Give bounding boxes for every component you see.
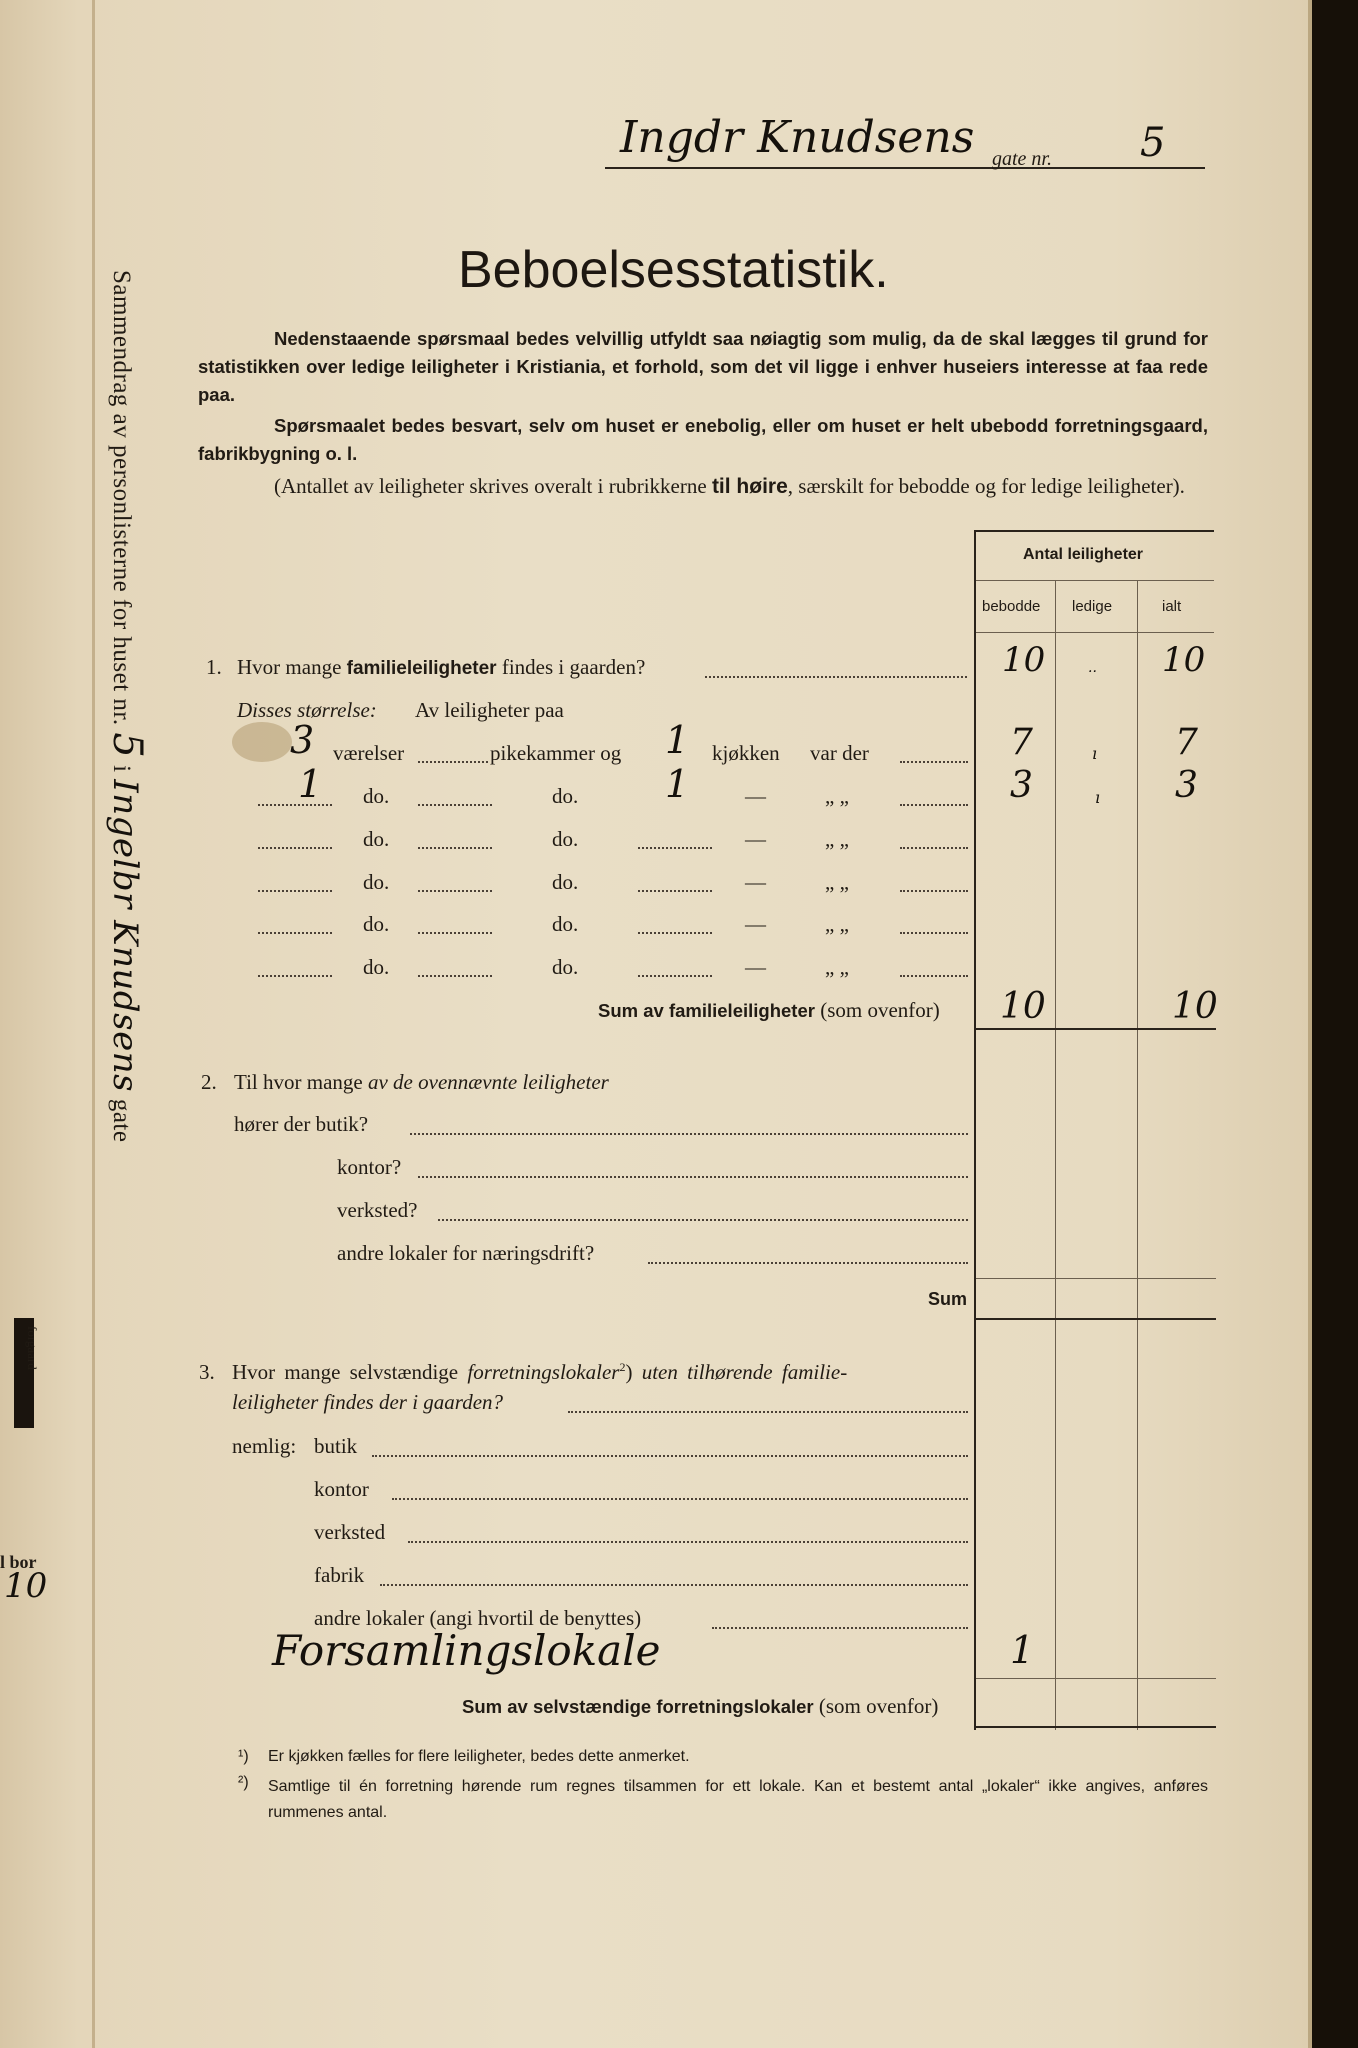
q3-nemlig: nemlig:: [232, 1434, 297, 1458]
q1-row-w1: do.: [363, 870, 390, 894]
q1-label-a: Hvor mange: [237, 655, 347, 679]
q3-item-2-leader: [408, 1541, 968, 1543]
footnote-1-mark: ¹): [238, 1748, 249, 1765]
q3-line2: leiligheter findes der i gaarden?: [232, 1390, 504, 1414]
q1-row-kitchen: 1: [665, 762, 690, 806]
q1-row-bebodde: 7: [1010, 722, 1033, 763]
q2-item-0-leader: [410, 1133, 968, 1135]
q2-label: [234, 1070, 609, 1095]
sidebar-summary: [90, 270, 150, 1270]
q2-item-3-leader: [648, 1262, 968, 1264]
q1-row-w4: „ „: [825, 784, 849, 808]
q2-item-2: verksted?: [337, 1198, 418, 1222]
q1-row-w2: do.: [552, 870, 579, 894]
sidebar-bor-value: 10: [4, 1566, 48, 1606]
q3-sum-a: Sum av selvstændige forretningslokaler: [462, 1696, 814, 1717]
sidebar-bor-label: l bor: [0, 1552, 37, 1572]
q1-row-w1: do.: [363, 827, 390, 851]
street-name-handwritten: Ingdr Knudsens: [620, 112, 975, 163]
q3-sum-top-rule: [976, 1678, 1216, 1679]
q1-ialt: 10: [1162, 640, 1206, 680]
q1-row-blank-2: [638, 975, 712, 977]
intro-p3-a: (Antallet av leiligheter skrives overalt i rubrikkerne: [274, 474, 712, 498]
q3-item-1-leader: [392, 1498, 968, 1500]
gate-label: gate nr.: [992, 148, 1052, 170]
q1-row-w1: do.: [363, 955, 390, 979]
q1-row-w2: do.: [552, 784, 579, 808]
q1-row-w4: „ „: [825, 955, 849, 979]
q1-row-w2: do.: [552, 955, 579, 979]
sidebar-text-a: Sammendrag av personlisterne for huset nr.: [108, 270, 135, 726]
q1-row-blank-2: [638, 847, 712, 849]
sidebar-text-b: i: [108, 765, 135, 773]
page-edge: [1308, 0, 1312, 2048]
q3-handwritten-item: Forsamlingslokale: [272, 1626, 661, 1675]
q1-row-w2: do.: [552, 827, 579, 851]
q1-leader: [705, 676, 967, 678]
q1-row-blank-1: [418, 804, 492, 806]
q1-sum-b: (som ovenfor): [814, 998, 940, 1022]
q2-label-a: Til hvor mange: [234, 1070, 368, 1094]
intro-p3-b: til høire: [711, 475, 788, 498]
q1-row-blank-1: [418, 975, 492, 977]
intro-paragraph-3: [198, 472, 1208, 501]
q1-row-blank-0: [258, 804, 332, 806]
q1-row-blank-2: [638, 890, 712, 892]
q1-row-blank-1: [418, 890, 492, 892]
q1-row-blank-1: [418, 932, 492, 934]
q1-row-w1: do.: [363, 784, 390, 808]
q3-item-0: butik: [314, 1434, 358, 1458]
q1-row-leader: [900, 847, 968, 849]
q1-row-blank-0: [258, 890, 332, 892]
table-col-rule-2: [1137, 580, 1138, 1730]
q1-row-ialt: 3: [1175, 765, 1198, 806]
q1-sum-ialt: 10: [1172, 986, 1218, 1027]
q1-row-ialt: 7: [1175, 722, 1198, 763]
q1-label: [237, 655, 645, 680]
q3-line2-leader: [568, 1411, 968, 1413]
q2-item-0: hører der butik?: [234, 1112, 369, 1136]
col-ialt: ialt: [1162, 598, 1182, 615]
q1-row-w4: „ „: [825, 870, 849, 894]
sidebar-text-c: gate: [108, 1098, 135, 1143]
q3-sum-label: [462, 1694, 938, 1719]
q3-label: Hvor mange selvstændige forretningslokaler$^2$) uten tilhørende familie-: [232, 1360, 848, 1384]
q3-item-3: fabrik: [314, 1563, 365, 1587]
q1-row-ledige: ı: [1092, 744, 1098, 763]
q1-row-w4: var der: [810, 741, 869, 765]
sidebar-forgaard: forgaard: [25, 1326, 40, 1370]
q3-item-4: andre lokaler (angi hvortil de benyttes): [314, 1606, 642, 1630]
intro-paragraph-1: Nedenstaaende spørsmaal bedes velvillig utfyldt saa nøiagtig som mulig, da de skal lægges til grund for statistikken over ledige leiligheter i Kristiania, et forhold, som det vil ligge i enhver huseiers interesse at faa rede paa.: [198, 328, 1208, 405]
q1-sum-rule: [976, 1028, 1216, 1030]
q3-label-b: forretningslokaler: [467, 1360, 620, 1384]
q1-sizes-label2: Av leiligheter paa: [415, 698, 564, 722]
q2-item-2-leader: [438, 1219, 968, 1221]
stain: [232, 722, 292, 762]
q1-row-ledige: ı: [1095, 788, 1101, 807]
q1-row-leader: [900, 890, 968, 892]
q1-row-leader: [900, 932, 968, 934]
q1-row-rooms: 3: [290, 718, 315, 762]
q3-item-3-leader: [380, 1584, 968, 1586]
gate-number-handwritten: 5: [1140, 120, 1166, 166]
table-title: Antal leiligheter: [1023, 546, 1144, 563]
q1-row-w3: —: [745, 784, 766, 808]
q3-label-a: Hvor mange selvstændige: [232, 1360, 468, 1384]
q2-number: 2.: [201, 1070, 217, 1094]
q1-row-blank-1: [418, 847, 492, 849]
q1-row-blank-0: [258, 847, 332, 849]
q3-number: 3.: [199, 1360, 215, 1384]
q1-row-blank-1: [418, 761, 488, 763]
q3-item-4-leader: [712, 1627, 968, 1629]
table-head-rule: [976, 580, 1214, 581]
q3-sum-b: (som ovenfor): [813, 1694, 939, 1718]
q1-row-blank-0: [258, 932, 332, 934]
q1-row-w3: —: [745, 912, 766, 936]
q2-sum-rule: [976, 1318, 1216, 1320]
q2-sum-top-rule: [976, 1278, 1216, 1279]
q1-row-blank-2: [638, 932, 712, 934]
footnote-2-mark: ²): [238, 1774, 249, 1791]
q1-bebodde: 10: [1002, 640, 1046, 680]
q1-label-c: findes i gaarden?: [496, 655, 646, 679]
q1-row-blank-0: [258, 975, 332, 977]
q1-row-w1: do.: [363, 912, 390, 936]
q1-row-bebodde: 3: [1010, 765, 1033, 806]
q2-item-1-leader: [418, 1176, 968, 1178]
q3-label-d: uten tilhørende familie-: [641, 1360, 848, 1384]
q3-label-c: ): [625, 1360, 642, 1384]
col-ledige: ledige: [1072, 598, 1113, 615]
q2-label-b: av de ovennævnte leiligheter: [367, 1070, 609, 1094]
q1-sizes-label: Disses størrelse:: [237, 698, 377, 722]
q1-row-kitchen: 1: [665, 718, 690, 762]
sidebar-street: Ingelbr Knudsens: [105, 779, 145, 1093]
q1-row-leader: [900, 975, 968, 977]
q1-row-leader: [900, 761, 968, 763]
intro-p3-c: , særskilt for bebodde og for ledige leiligheter).: [787, 474, 1185, 498]
table-left-rule: [974, 532, 976, 1730]
q3-item-1: kontor: [314, 1477, 369, 1501]
street-underline: [605, 167, 1205, 169]
q2-item-3: andre lokaler for næringsdrift?: [337, 1241, 595, 1265]
q1-row-w3: —: [745, 955, 766, 979]
q1-number: 1.: [206, 655, 222, 679]
q3-item-2: verksted: [314, 1520, 386, 1544]
q3-item-0-leader: [372, 1455, 968, 1457]
table-top-rule: [974, 530, 1214, 532]
q1-row-w2: pikekammer og: [490, 741, 622, 765]
q1-row-w3: —: [745, 870, 766, 894]
q1-sum-label: [598, 998, 940, 1023]
q1-label-b: familieleiligheter: [346, 658, 497, 679]
q2-sum: Sum: [928, 1289, 968, 1309]
q1-sum-a: Sum av familieleiligheter: [598, 1000, 815, 1021]
intro-paragraph-2: Spørsmaalet bedes besvart, selv om huset er enebolig, eller om huset er helt ubebodd forretningsgaard, fabrikbygning o. l.: [198, 415, 1208, 464]
q1-row-w2: do.: [552, 912, 579, 936]
q1-row-leader: [900, 804, 968, 806]
footnote-1-text: Er kjøkken fælles for flere leiligheter, bedes dette anmerket.: [268, 1748, 690, 1765]
q1-row-rooms: 1: [298, 762, 323, 806]
q3-handwritten-value: 1: [1010, 1628, 1035, 1672]
q2-item-1: kontor?: [337, 1155, 402, 1179]
q1-row-w4: „ „: [825, 912, 849, 936]
table-subhead-rule: [976, 632, 1214, 633]
col-bebodde: bebodde: [982, 598, 1041, 615]
q1-row-w1: værelser: [333, 741, 405, 765]
table-col-rule-1: [1055, 580, 1056, 1730]
sidebar-house-number: 5: [104, 732, 150, 759]
q1-row-w3: —: [745, 827, 766, 851]
footnote-2-text: Samtlige til én forretning hørende rum regnes tilsammen for ett lokale. Kan et bestemt antal „lokaler“ ikke angives, anføres rummenes antal.: [268, 1778, 1208, 1821]
q3-sum-rule: [976, 1726, 1216, 1728]
q1-ledige: ..: [1088, 660, 1097, 676]
q1-row-w3: kjøkken: [712, 741, 780, 765]
q1-sum-bebodde: 10: [1000, 986, 1046, 1027]
q1-row-w4: „ „: [825, 827, 849, 851]
page-title: Beboelsesstatistik.: [458, 241, 889, 299]
